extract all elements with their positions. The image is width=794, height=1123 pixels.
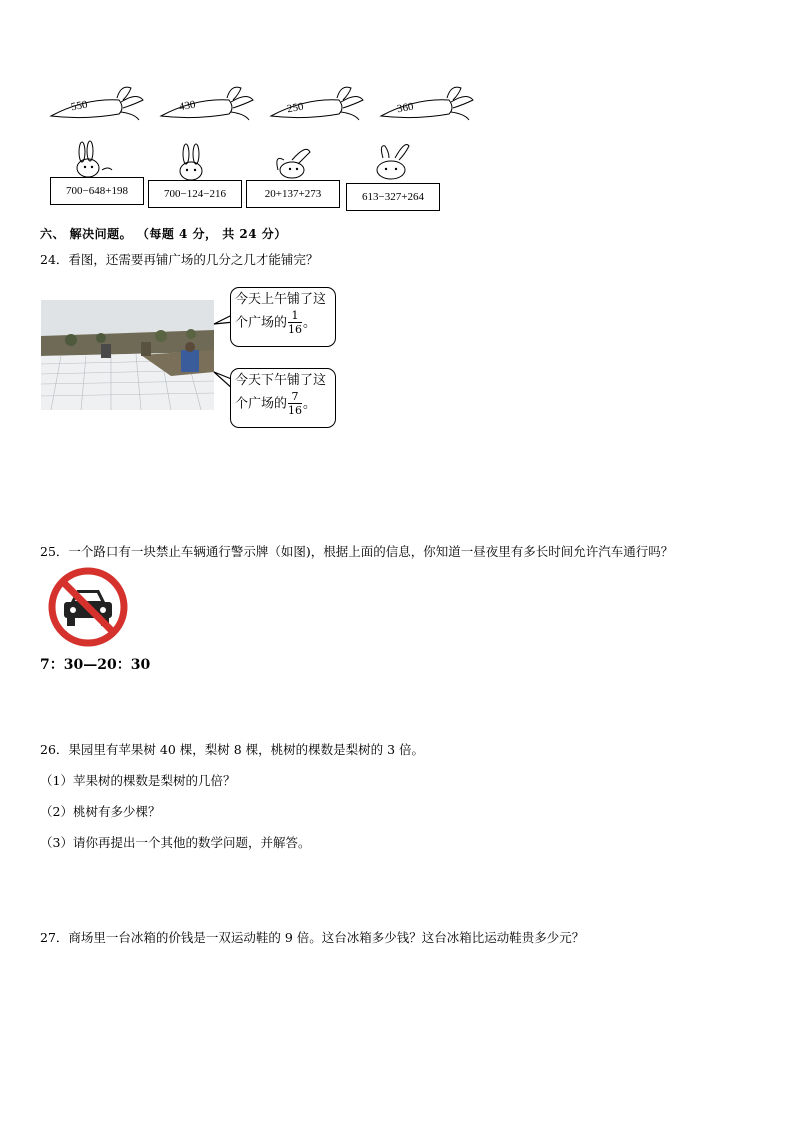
plaza-paving-photo [41,300,214,410]
carrot-icon [375,80,475,130]
bubble-text: 今天上午铺了这 [235,292,327,307]
question-25: 25．一个路口有一块禁止车辆通行警示牌（如图)，根据上面的信息，你知道一昼夜里有多长时间允许汽车通行吗？ [40,544,674,559]
expression-box: 613−327+264 [346,183,440,211]
fraction: $\frac{7}{16}$ [288,390,303,417]
carrot-icon [265,80,365,130]
question-24: 24．看图，还需要再铺广场的几分之几才能铺完？ [40,252,319,267]
carrot-icon [155,80,255,130]
bubble-text-line2: 个广场的 $\frac{1}{16}$ 。 [235,309,317,336]
speech-bubble-afternoon [230,368,336,428]
carrot-value: 360 [396,100,415,116]
bubble-text-line2: 个广场的 $\frac{7}{16}$ 。 [235,390,317,417]
bubble-text: 今天下午铺了这 [235,373,327,388]
carrot-card-4 [375,80,475,130]
rabbit-icon [365,140,425,180]
carrot-value: 250 [286,100,305,116]
fraction: $\frac{1}{16}$ [288,309,303,336]
question-26-part-2: （2）桃树有多少棵？ [40,804,161,819]
expression-box: 20+137+273 [246,180,340,208]
question-26: 26．果园里有苹果树 40 棵，梨树 8 棵，桃树的棵数是梨树的 3 倍。 [40,742,425,757]
no-car-sign-icon [47,566,129,648]
carrot-value: 550 [70,98,89,114]
speech-bubble-morning [230,287,336,347]
sign-time-label: 7：30—20：30 [40,657,151,673]
expression-box: 700−124−216 [148,180,242,208]
question-26-part-1: （1）苹果树的棵数是梨树的几倍？ [40,773,236,788]
carrot-card-3 [265,80,365,130]
rabbit-icon [270,140,330,180]
expression-box: 700−648+198 [50,177,144,205]
rabbit-icon [170,143,230,183]
carrot-card-2 [155,80,255,130]
rabbit-icon [68,140,128,180]
carrot-card-1 [45,80,145,130]
carrot-value: 430 [178,98,197,114]
carrot-icon [45,80,145,130]
section-heading: 六、 解决问题。 （每题 4 分， 共 24 分） [40,227,287,241]
question-26-part-3: （3）请你再提出一个其他的数学问题，并解答。 [40,835,311,850]
question-27: 27．商场里一台冰箱的价钱是一双运动鞋的 9 倍。这台冰箱多少钱？这台冰箱比运动鞋贵多少元？ [40,930,585,945]
